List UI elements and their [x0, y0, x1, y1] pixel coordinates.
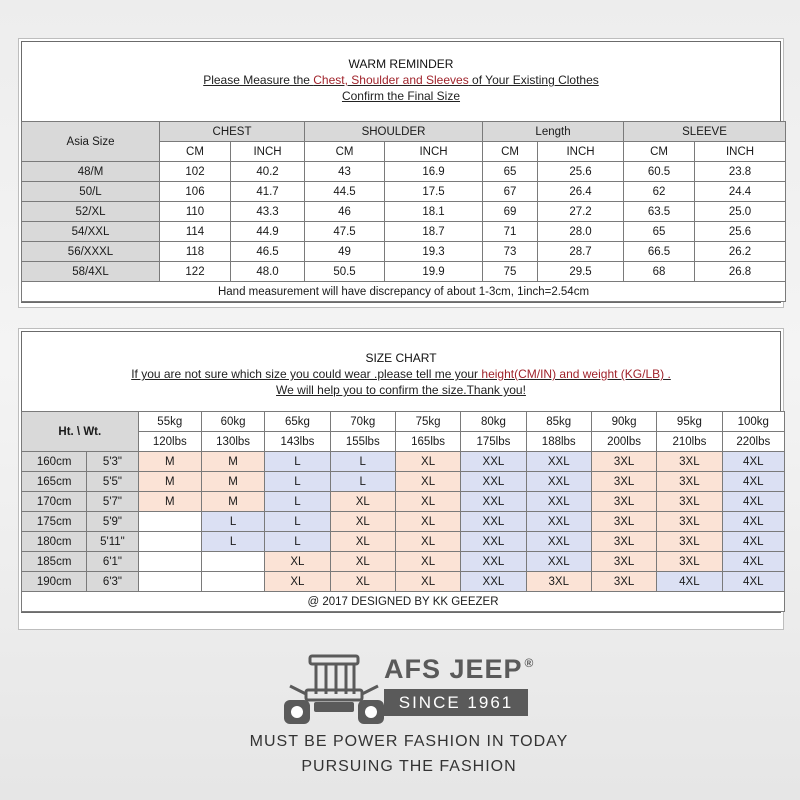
note-row	[22, 282, 786, 302]
size-cell: XXL	[526, 492, 591, 512]
size-cell: 3XL	[591, 532, 656, 552]
size-cell: L	[265, 512, 330, 532]
measure-parts: Chest, Shoulder and Sleeves	[313, 73, 469, 87]
size-chart-header	[22, 332, 780, 411]
size-cell: 3XL	[657, 552, 722, 572]
size-cell: XL	[395, 532, 460, 552]
measurement-cell: 60.5	[624, 162, 695, 182]
size-cell: L	[330, 452, 395, 472]
weight-lbs-header: 210lbs	[657, 432, 722, 452]
size-cell	[201, 552, 264, 572]
size-cell: L	[265, 472, 330, 492]
measurement-cell: 28.7	[538, 242, 624, 262]
height-weight-corner: Ht. \ Wt.	[22, 412, 139, 452]
weight-lbs-header: 143lbs	[265, 432, 330, 452]
size-cell: M	[138, 492, 201, 512]
size-cell: 3XL	[591, 552, 656, 572]
measure-instruction: Please Measure the Chest, Shoulder and Sleeves of Your Existing Clothes	[203, 73, 599, 87]
size-cell	[138, 572, 201, 592]
size-cell: 3XL	[526, 572, 591, 592]
weight-kg-header: 60kg	[201, 412, 264, 432]
size-cell	[201, 572, 264, 592]
height-cm: 165cm	[22, 472, 87, 492]
size-cell: XL	[395, 572, 460, 592]
size-cell: 3XL	[591, 572, 656, 592]
size-table-frame	[21, 41, 781, 303]
size-cell: XXL	[461, 532, 526, 552]
size-cell: XXL	[526, 472, 591, 492]
weight-kg-header: 70kg	[330, 412, 395, 432]
size-label: 54/XXL	[22, 222, 160, 242]
size-cell: L	[201, 512, 264, 532]
size-cell: 4XL	[722, 532, 784, 552]
size-row	[22, 202, 786, 222]
size-cell: XL	[395, 512, 460, 532]
measurement-cell: 47.5	[305, 222, 385, 242]
measurement-cell: 25.0	[695, 202, 786, 222]
measurement-cell: 41.7	[231, 182, 305, 202]
size-cell	[138, 532, 201, 552]
size-cell: 3XL	[591, 472, 656, 492]
size-cell: XXL	[526, 512, 591, 532]
measurement-cell: 44.9	[231, 222, 305, 242]
size-cell: 4XL	[722, 452, 784, 472]
height-ft: 6'1"	[87, 552, 138, 572]
measurement-cell: 25.6	[695, 222, 786, 242]
weight-kg-header: 75kg	[395, 412, 460, 432]
size-cell: 3XL	[591, 452, 656, 472]
size-label: 50/L	[22, 182, 160, 202]
height-ft: 5'5"	[87, 472, 138, 492]
weight-lbs-header: 175lbs	[461, 432, 526, 452]
measurement-cell: 114	[160, 222, 231, 242]
size-cell: XL	[330, 492, 395, 512]
height-row	[22, 532, 785, 552]
size-label: 52/XL	[22, 202, 160, 222]
measurement-cell: 68	[624, 262, 695, 282]
measurement-cell: 49	[305, 242, 385, 262]
measurement-cell: 44.5	[305, 182, 385, 202]
measurement-cell: 65	[483, 162, 538, 182]
weight-kg-header: 65kg	[265, 412, 330, 432]
size-cell: M	[201, 492, 264, 512]
size-cell: 3XL	[657, 512, 722, 532]
size-table	[21, 121, 786, 302]
height-cm: 160cm	[22, 452, 87, 472]
measurement-cell: 118	[160, 242, 231, 262]
size-cell	[138, 512, 201, 532]
measurement-cell: 63.5	[624, 202, 695, 222]
height-row	[22, 572, 785, 592]
size-cell	[138, 552, 201, 572]
height-row	[22, 552, 785, 572]
size-cell: XL	[330, 552, 395, 572]
unit-header: CM	[483, 142, 538, 162]
weight-lbs-header: 165lbs	[395, 432, 460, 452]
measurement-cell: 46.5	[231, 242, 305, 262]
size-label: 56/XXXL	[22, 242, 160, 262]
weight-lbs-header: 188lbs	[526, 432, 591, 452]
size-cell: M	[201, 452, 264, 472]
size-row	[22, 242, 786, 262]
size-cell: XL	[330, 512, 395, 532]
height-cm: 190cm	[22, 572, 87, 592]
measurement-cell: 102	[160, 162, 231, 182]
brand-name: AFS JEEP ®	[384, 654, 535, 684]
size-row	[22, 162, 786, 182]
size-cell: XL	[265, 552, 330, 572]
measurement-cell: 66.5	[624, 242, 695, 262]
measurement-cell: 26.8	[695, 262, 786, 282]
measurement-cell: 28.0	[538, 222, 624, 242]
size-cell: L	[201, 532, 264, 552]
slogan-line-2: PURSUING THE FASHION	[301, 758, 517, 775]
measurement-cell: 19.9	[385, 262, 483, 282]
measurement-cell: 73	[483, 242, 538, 262]
weight-lbs-header: 120lbs	[138, 432, 201, 452]
measurement-cell: 23.8	[695, 162, 786, 182]
size-cell: 4XL	[722, 492, 784, 512]
height-ft: 5'7"	[87, 492, 138, 512]
size-table-panel	[18, 38, 784, 308]
size-help-text: If you are not sure which size you could wear .please tell me your height(CM/IN) and weight (KG/LB) .	[131, 367, 671, 381]
height-row	[22, 472, 785, 492]
height-ft: 6'3"	[87, 572, 138, 592]
registered-mark: ®	[524, 656, 535, 670]
height-row	[22, 452, 785, 472]
size-help-thanks: We will help you to confirm the size.Thank you!	[276, 383, 526, 397]
size-label: 58/4XL	[22, 262, 160, 282]
brand-area	[0, 640, 800, 800]
measurement-cell: 43	[305, 162, 385, 182]
slogan-line-1: MUST BE POWER FASHION IN TODAY	[249, 733, 569, 750]
weight-kg-header: 95kg	[657, 412, 722, 432]
weight-lbs-header: 130lbs	[201, 432, 264, 452]
unit-header: INCH	[385, 142, 483, 162]
weight-kg-header: 85kg	[526, 412, 591, 432]
size-cell: 3XL	[657, 472, 722, 492]
size-label: 48/M	[22, 162, 160, 182]
height-row	[22, 512, 785, 532]
weight-kg-header: 80kg	[461, 412, 526, 432]
measurement-cell: 65	[624, 222, 695, 242]
height-cm: 170cm	[22, 492, 87, 512]
weight-lbs-header: 200lbs	[591, 432, 656, 452]
unit-header: CM	[305, 142, 385, 162]
unit-header: INCH	[538, 142, 624, 162]
height-weight-request: height(CM/IN) and weight (KG/LB) .	[481, 367, 671, 381]
size-cell: 4XL	[722, 512, 784, 532]
size-cell: M	[138, 452, 201, 472]
measurement-cell: 110	[160, 202, 231, 222]
size-cell: XXL	[526, 452, 591, 472]
measurement-cell: 75	[483, 262, 538, 282]
size-cell: XL	[395, 452, 460, 472]
size-cell: M	[201, 472, 264, 492]
size-cell: 4XL	[722, 572, 784, 592]
size-cell: XL	[330, 532, 395, 552]
designer-credit: @ 2017 DESIGNED BY KK GEEZER	[22, 592, 785, 612]
unit-header: INCH	[695, 142, 786, 162]
size-cell: XL	[395, 552, 460, 572]
size-table-header	[22, 42, 780, 121]
measurement-cell: 25.6	[538, 162, 624, 182]
shoulder-header: SHOULDER	[305, 122, 483, 142]
size-cell: XL	[395, 472, 460, 492]
measurement-cell: 122	[160, 262, 231, 282]
unit-header: CM	[160, 142, 231, 162]
measurement-cell: 106	[160, 182, 231, 202]
measurement-cell: 67	[483, 182, 538, 202]
sleeve-header: SLEEVE	[624, 122, 786, 142]
weight-lbs-header: 155lbs	[330, 432, 395, 452]
height-ft: 5'11"	[87, 532, 138, 552]
size-cell: 3XL	[657, 492, 722, 512]
size-cell: 3XL	[591, 492, 656, 512]
size-cell: 4XL	[722, 552, 784, 572]
size-cell: 3XL	[657, 532, 722, 552]
confirm-size-text: Confirm the Final Size	[341, 89, 461, 103]
weight-kg-header: 90kg	[591, 412, 656, 432]
measurement-cell: 71	[483, 222, 538, 242]
measurement-cell: 26.4	[538, 182, 624, 202]
size-cell: XXL	[526, 532, 591, 552]
size-row	[22, 262, 786, 282]
size-cell: XXL	[526, 552, 591, 572]
size-cell: L	[265, 452, 330, 472]
height-cm: 175cm	[22, 512, 87, 532]
measurement-cell: 19.3	[385, 242, 483, 262]
measurement-cell: 69	[483, 202, 538, 222]
height-ft: 5'3"	[87, 452, 138, 472]
unit-header: INCH	[231, 142, 305, 162]
height-cm: 185cm	[22, 552, 87, 572]
measurement-cell: 16.9	[385, 162, 483, 182]
size-cell: L	[265, 492, 330, 512]
size-cell: XXL	[461, 452, 526, 472]
size-cell: M	[138, 472, 201, 492]
size-cell: XXL	[461, 552, 526, 572]
size-cell: XL	[330, 572, 395, 592]
size-cell: 3XL	[657, 452, 722, 472]
size-row	[22, 182, 786, 202]
jeep-icon	[282, 650, 392, 730]
size-cell: XL	[265, 572, 330, 592]
since-badge: SINCE 1961	[384, 689, 528, 716]
size-row	[22, 222, 786, 242]
measurement-cell: 26.2	[695, 242, 786, 262]
size-cell: XXL	[461, 492, 526, 512]
size-chart-panel	[18, 328, 784, 630]
size-cell: XXL	[461, 572, 526, 592]
size-cell: L	[330, 472, 395, 492]
length-header: Length	[483, 122, 624, 142]
weight-kg-header: 55kg	[138, 412, 201, 432]
measurement-cell: 27.2	[538, 202, 624, 222]
size-cell: 3XL	[591, 512, 656, 532]
chest-header: CHEST	[160, 122, 305, 142]
measurement-cell: 43.3	[231, 202, 305, 222]
footer-row	[22, 592, 785, 612]
measurement-note: Hand measurement will have discrepancy of about 1-3cm, 1inch=2.54cm	[22, 282, 786, 302]
measurement-cell: 29.5	[538, 262, 624, 282]
height-cm: 180cm	[22, 532, 87, 552]
size-chart-frame	[21, 331, 781, 613]
unit-header: CM	[624, 142, 695, 162]
size-cell: L	[265, 532, 330, 552]
measurement-cell: 18.7	[385, 222, 483, 242]
measurement-cell: 48.0	[231, 262, 305, 282]
measurement-cell: 18.1	[385, 202, 483, 222]
weight-lbs-header: 220lbs	[722, 432, 784, 452]
size-cell: XXL	[461, 512, 526, 532]
size-cell: XL	[395, 492, 460, 512]
asia-size-header: Asia Size	[22, 122, 160, 162]
weight-kg-header: 100kg	[722, 412, 784, 432]
measurement-cell: 40.2	[231, 162, 305, 182]
size-chart-table	[21, 411, 785, 612]
measurement-cell: 24.4	[695, 182, 786, 202]
size-cell: 4XL	[722, 472, 784, 492]
measurement-cell: 46	[305, 202, 385, 222]
size-cell: XXL	[461, 472, 526, 492]
warm-reminder-title: WARM REMINDER	[348, 57, 454, 71]
measurement-cell: 62	[624, 182, 695, 202]
height-row	[22, 492, 785, 512]
size-chart-title: SIZE CHART	[365, 351, 437, 365]
measurement-cell: 17.5	[385, 182, 483, 202]
measurement-cell: 50.5	[305, 262, 385, 282]
size-cell: 4XL	[657, 572, 722, 592]
height-ft: 5'9"	[87, 512, 138, 532]
